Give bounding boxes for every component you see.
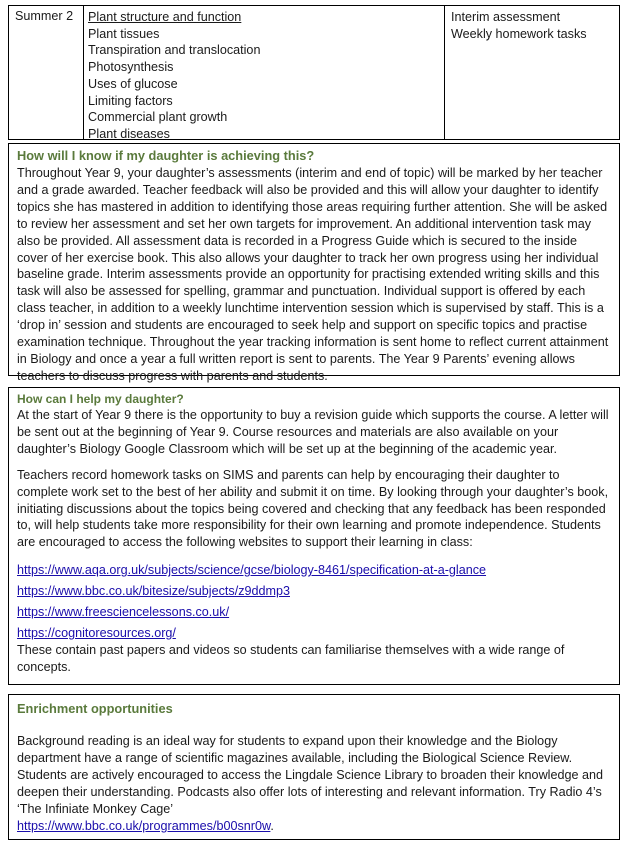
website-link[interactable]: https://www.aqa.org.uk/subjects/science/gcse/biology-8461/specification-at-a-glance	[17, 563, 487, 578]
topic-item: Limiting factors	[88, 93, 173, 108]
achieving-section	[8, 143, 620, 383]
topics-cell	[88, 9, 260, 143]
website-link[interactable]: https://cognitoresources.org/	[17, 625, 176, 640]
topic-item: Plant diseases	[88, 126, 170, 141]
topic-item: Plant tissues	[88, 26, 160, 41]
help-section	[8, 387, 620, 685]
assessment-item: Interim assessment	[451, 10, 561, 24]
podcast-link[interactable]: https://www.bbc.co.uk/programmes/b00snr0w	[17, 818, 271, 833]
assessment-item: Weekly homework tasks	[451, 26, 587, 41]
section-text: Background reading is an ideal way for students to expand upon their knowledge and the Biology department have a range of scientific magazines available, including the Biological Science Review. Students are actively encouraged to access the Lingdale Science Library to broaden their knowledge and deepen their understanding. Podcasts also offer lots of interesting and relevant information. Try Radio 4’s ‘The Infiniate Monkey Cage’	[17, 734, 603, 816]
section-paragraph: At the start of Year 9 there is the opportunity to buy a revision guide which supports the course. A letter will be sent out at the beginning of Year 9. Course resources and materials are also available on your daughter’s Biology Google Classroom which will be set up at the beginning of the academic year.	[17, 408, 609, 456]
assessment-cell	[451, 9, 587, 42]
topic-item: Photosynthesis	[88, 60, 174, 75]
table-divider	[444, 6, 445, 139]
table-divider	[83, 6, 84, 139]
enrichment-section	[8, 694, 620, 840]
section-paragraph: Teachers record homework tasks on SIMS and parents can help by encouraging their daughter to complete work set to the best of her ability and submit it on time. By looking through your daughter’s book, initiating discussions about the topics being covered and checking that any feedback has been responded to, will help students take more responsibility for their own learning and promote independence. Students are encouraged to access the following websites to support their learning in class:	[17, 467, 609, 550]
section-paragraph: These contain past papers and videos so students can familiarise themselves with a wide range of concepts.	[17, 642, 565, 674]
website-link[interactable]: https://www.bbc.co.uk/bitesize/subjects/z9ddmp3	[17, 584, 290, 599]
section-body	[17, 733, 611, 834]
website-link[interactable]: https://www.freesciencelessons.co.uk/	[17, 605, 230, 620]
topic-item: Transpiration and translocation	[88, 43, 261, 58]
topic-item: Uses of glucose	[88, 76, 178, 91]
link-suffix: .	[270, 818, 274, 833]
section-body: Throughout Year 9, your daughter’s assessments (interim and end of topic) will be marked by her teacher and a grade awarded. Teacher feedback will also be provided and this will allow your daughter to identify topics she has mastered in addition to identifying those areas requiring further attention. She will be asked to review her assessment and set her own targets for improvement. An additional intervention task may also be provided. All assessment data is recorded in a Progress Guide which is secured to the inside cover of her exercise book. This also allows your daughter to track her own progress using her individual baseline grade. Interim assessments provide an opportunity for practising extended writing skills and this task will also be assessed for spelling, grammar and punctuation. Individual support is offered by each class teacher, in addition to a weekly lunchtime intervention session which is supervised by staff. This is a ‘drop in’ session and students are encouraged to seek help and support on specific topics and practise examination technique. Throughout the year tracking information is sent home to reflect current attainment in Biology and once a year a full written report is sent to parents. The Year 9 Parents’ evening allows teachers to discuss progress with parents and students.	[17, 166, 609, 383]
curriculum-table	[8, 5, 620, 140]
topic-item: Commercial plant growth	[88, 110, 228, 125]
term-cell: Summer 2	[15, 9, 74, 23]
section-heading: How can I help my daughter?	[17, 392, 184, 406]
topic-item: Plant structure and function	[88, 10, 242, 24]
section-heading: How will I know if my daughter is achieving this?	[17, 148, 315, 163]
section-heading: Enrichment opportunities	[17, 701, 173, 716]
